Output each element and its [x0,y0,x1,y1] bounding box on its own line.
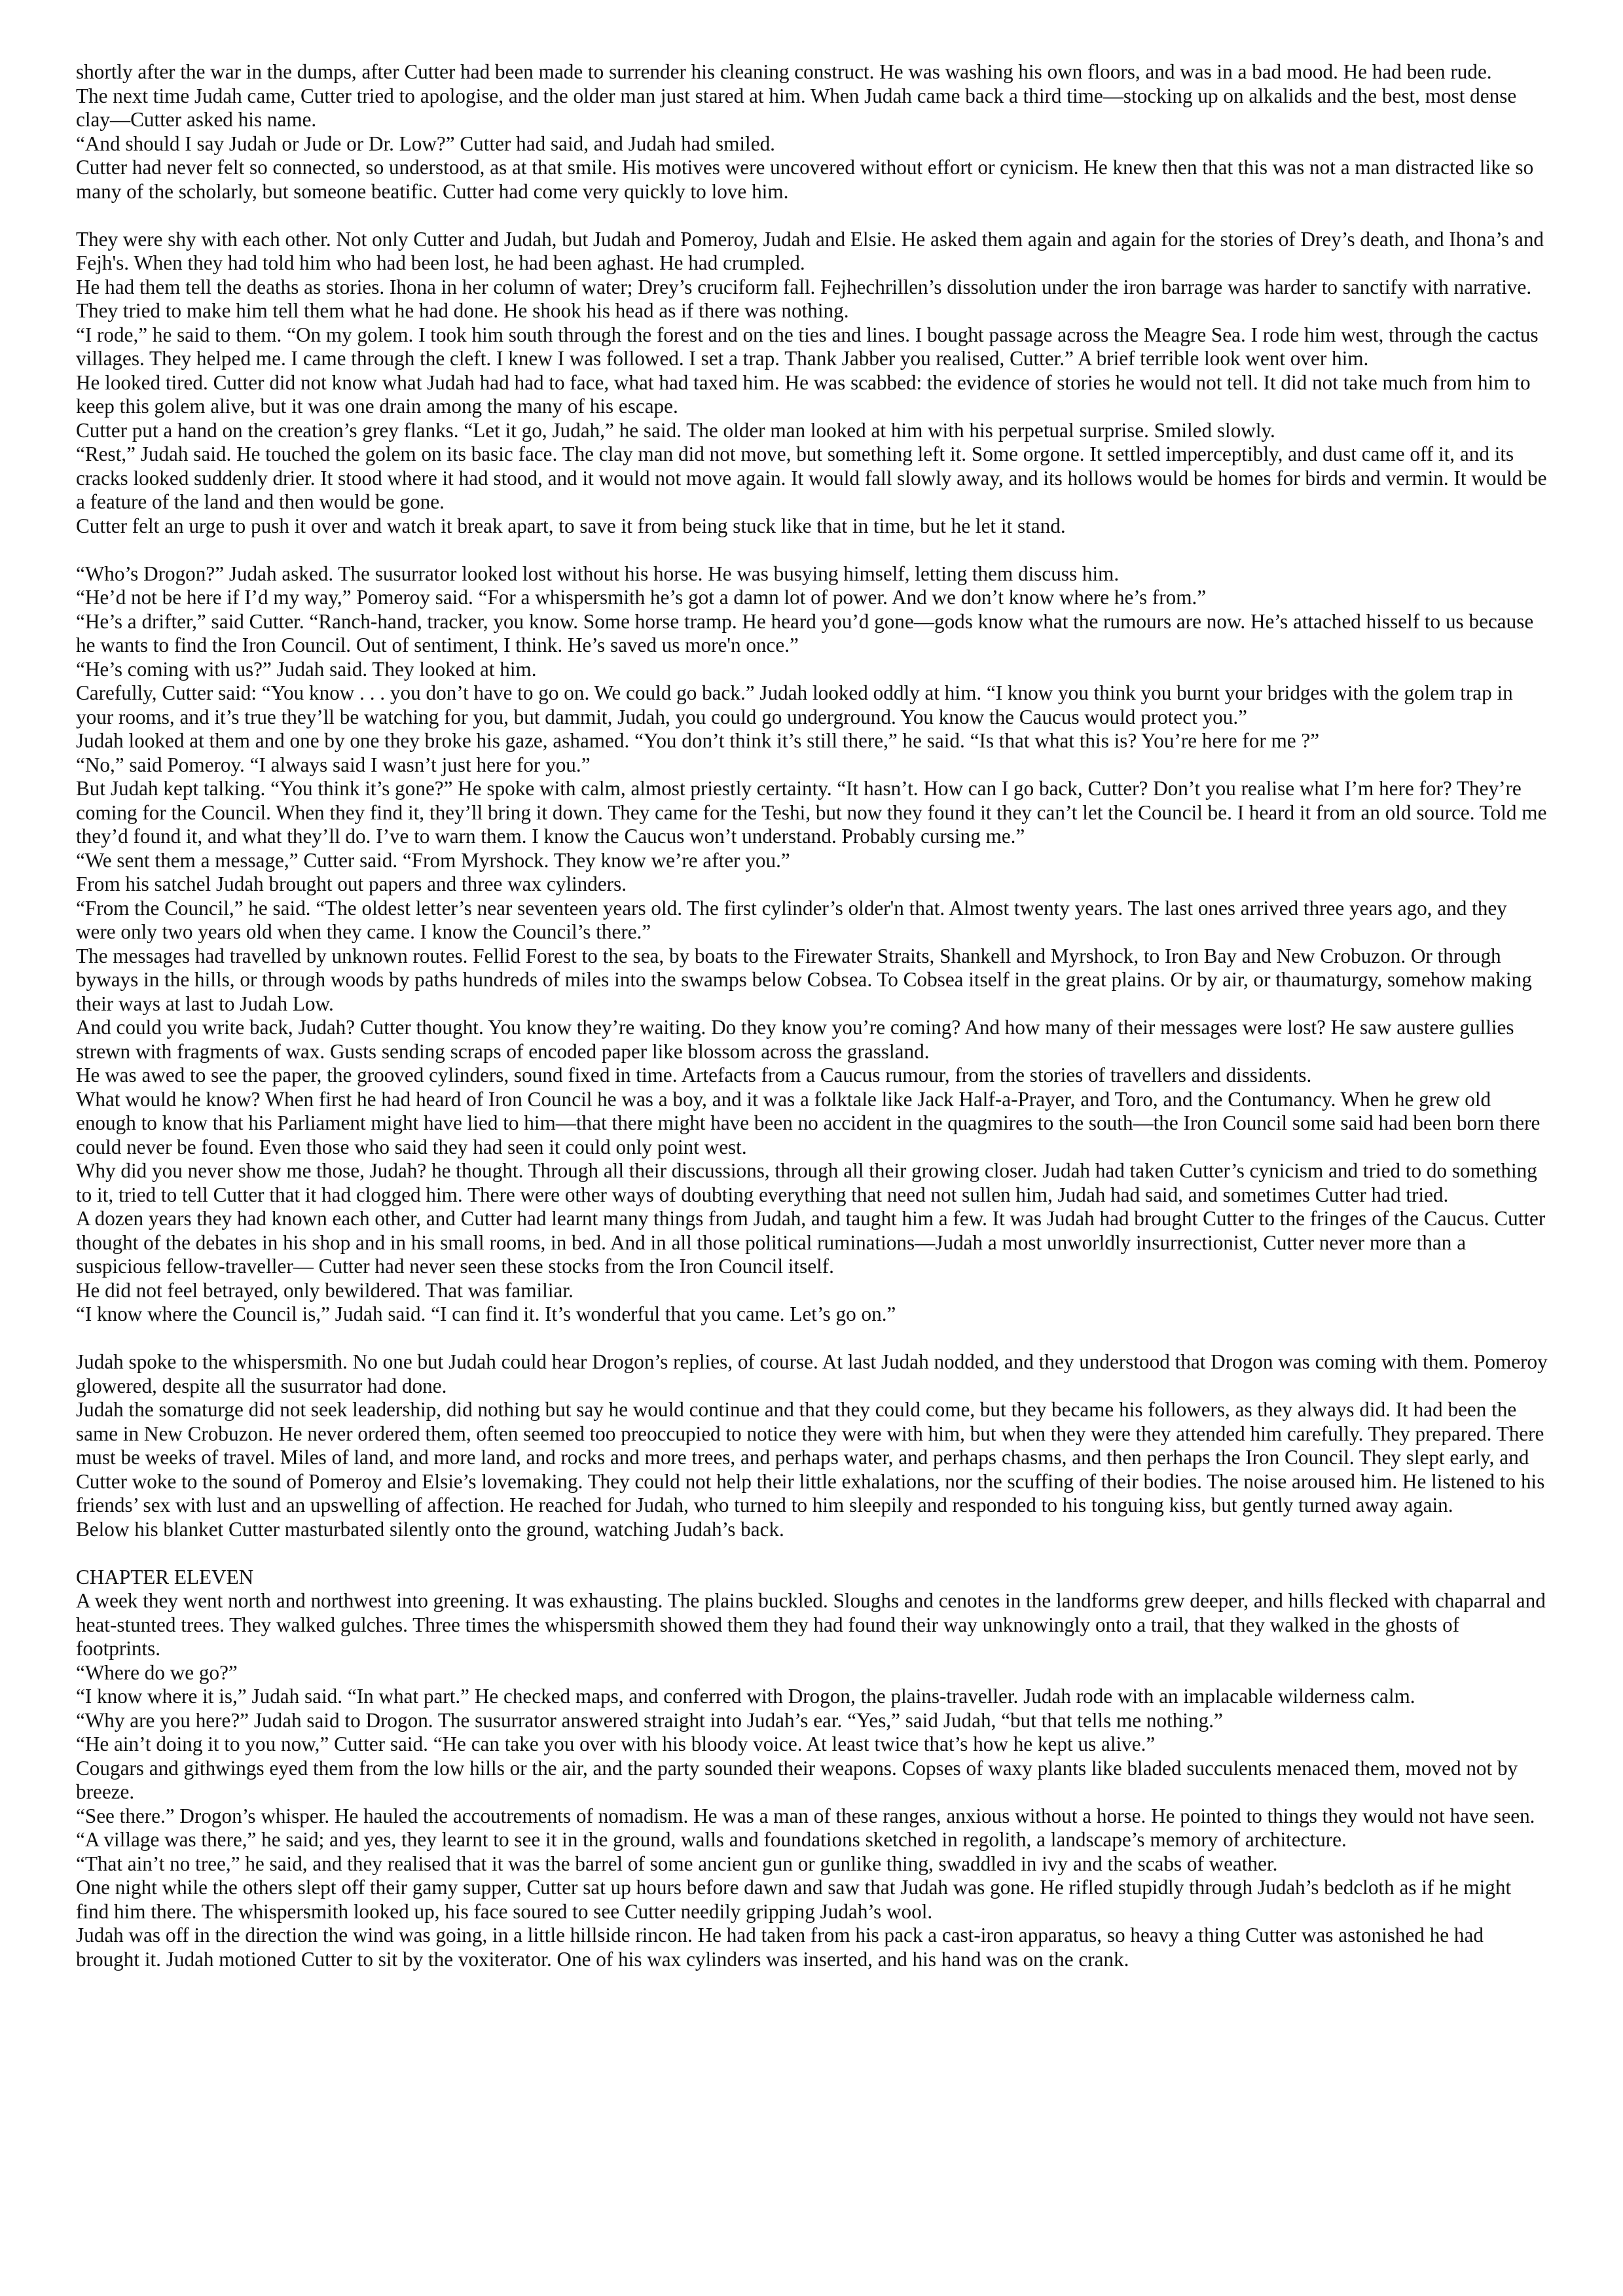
paragraph: Below his blanket Cutter masturbated silently onto the ground, watching Judah’s back. [76,1517,784,1541]
paragraph: “Who’s Drogon?” Judah asked. The susurrator looked lost without his horse. He was busying himself, letting them discuss him. [76,562,1120,585]
paragraph: Carefully, Cutter said: “You know . . . you don’t have to go on. We could go back.” Judah looked oddly at him. “I know you think you burnt your bridges with the golem trap in your rooms, and it’s true they’ll be watching for you, but dammit, Judah, you could go underground. You know the Caucus would protect you.” [76,681,1513,728]
paragraph: He looked tired. Cutter did not know what Judah had had to face, what had taxed him. He was scabbed: the evidence of stories he would not tell. It did not take much from him to keep this golem alive, but it was one drain among the many of his escape. [76,370,1531,418]
paragraph: From his satchel Judah brought out papers and three wax cylinders. [76,872,627,895]
paragraph: “He ain’t doing it to you now,” Cutter said. “He can take you over with his bloody voice. At least twice that’s how he kept us alive.” [76,1732,1156,1755]
paragraph: Judah spoke to the whispersmith. No one but Judah could hear Drogon’s replies, of course. At last Judah nodded, and they understood that Drogon was coming with them. Pomeroy glowered, despite all the susurrator had done. [76,1350,1548,1397]
paragraph: One night while the others slept off their gamy supper, Cutter sat up hours before dawn and saw that Judah was gone. He rifled stupidly through Judah’s bedcloth as if he might find him there. The whispersmith looked up, his face soured to see Cutter needily gripping Judah’s wool. [76,1876,1512,1923]
paragraph: “And should I say Judah or Jude or Dr. Low?” Cutter had said, and Judah had smiled. [76,132,775,155]
section-1 [76,60,1548,204]
chapter-eleven [76,1566,1548,1972]
paragraph: “He’s a drifter,” said Cutter. “Ranch-hand, tracker, you know. Some horse tramp. He heard you’d gone—gods know what the rumours are now. He’s attached hisself to us because he wants to find the Iron Council. Out of sentiment, I think. He’s saved us more'n once.” [76,609,1534,656]
paragraph: Cutter felt an urge to push it over and watch it break apart, to save it from being stuck like that in time, but he let it stand. [76,514,1066,537]
paragraph: They were shy with each other. Not only Cutter and Judah, but Judah and Pomeroy, Judah and Elsie. He asked them again and again for the stories of Drey’s death, and Ihona’s and Fejh's. When they had told him who had been lost, he had been aghast. He had crumpled. [76,227,1544,274]
paragraph: “We sent them a message,” Cutter said. “From Myrshock. They know we’re after you.” [76,848,790,872]
section-break [76,538,1548,562]
paragraph: “Rest,” Judah said. He touched the golem on its basic face. The clay man did not move, but something left it. Some orgone. It settled imperceptibly, and dust came off it, and its cracks looked suddenly drier. It stood where it had stood, and it would not move again. It would fall slowly away, and its hollows would be homes for birds and vermin. It would be a feature of the land and then would be gone. [76,442,1547,513]
paragraph: The next time Judah came, Cutter tried to apologise, and the older man just stared at him. When Judah came back a third time—stocking up on alkalids and the best, most dense clay—Cutter asked his name. [76,84,1517,131]
paragraph: What would he know? When first he had heard of Iron Council he was a boy, and it was a folktale like Jack Half-a-Prayer, and Toro, and the Contumancy. When he grew old enough to know that his Parliament might have lied to him—that there might have been no accident in the quagmires to the south—the Iron Council some said had been born there could never be found. Even those who said they had seen it could only point west. [76,1087,1541,1158]
paragraph: “He’d not be here if I’d my way,” Pomeroy said. “For a whispersmith he’s got a damn lot of power. And we don’t know where he’s from.” [76,586,1207,609]
section-2 [76,228,1548,539]
paragraph: Judah was off in the direction the wind was going, in a little hillside rincon. He had taken from his pack a cast-iron apparatus, so heavy a thing Cutter was astonished he had brought it. Judah motioned Cutter to sit by the voxiterator. One of his wax cylinders was inserted, and his hand was on the crank. [76,1924,1484,1971]
book-page [76,60,1548,1971]
section-break [76,1541,1548,1566]
paragraph: Judah looked at them and one by one they broke his gaze, ashamed. “You don’t think it’s still there,” he said. “Is that what this is? You’re here for me ?” [76,729,1320,752]
paragraph: shortly after the war in the dumps, after Cutter had been made to surrender his cleaning construct. He was washing his own floors, and was in a bad mood. He had been rude. [76,60,1492,83]
paragraph: The messages had travelled by unknown routes. Fellid Forest to the sea, by boats to the Firewater Straits, Shankell and Myrshock, to Iron Bay and New Crobuzon. Or through byways in the hills, or through woods by paths hundreds of miles into the swamps below Cobsea. To Cobsea itself in the great plains. Or by air, or thaumaturgy, somehow making their ways at last to Judah Low. [76,944,1532,1015]
paragraph: “Where do we go?” [76,1660,238,1684]
paragraph: A week they went north and northwest into greening. It was exhausting. The plains buckled. Sloughs and cenotes in the landforms grew deeper, and hills flecked with chaparral and heat-stunted trees. They walked gulches. Three times the whispersmith showed them they had found their way unknowingly onto a trail, that they walked in the ghosts of footprints. [76,1589,1546,1660]
paragraph: Why did you never show me those, Judah? he thought. Through all their discussions, through all their growing closer. Judah had taken Cutter’s cynicism and tried to do something to it, tried to tell Cutter that it had clogged him. There were other ways of doubting everything that need not sullen him, Judah had said, and sometimes Cutter had tried. [76,1159,1537,1206]
paragraph: A dozen years they had known each other, and Cutter had learnt many things from Judah, and taught him a few. It was Judah had brought Cutter to the fringes of the Caucus. Cutter thought of the debates in his shop and in his small rooms, in bed. And in all those political ruminations—Judah a most unworldly insurrectionist, Cutter never more than a suspicious fellow-traveller— Cutter had never seen these stocks from the Iron Council itself. [76,1207,1546,1278]
paragraph: Cougars and githwings eyed them from the low hills or the air, and the party sounded their weapons. Copses of waxy plants like bladed succulents menaced them, moved not by breeze. [76,1756,1518,1803]
paragraph: “I know where the Council is,” Judah said. “I can find it. It’s wonderful that you came. Let’s go on.” [76,1302,896,1325]
section-4 [76,1350,1548,1541]
paragraph: He did not feel betrayed, only bewildered. That was familiar. [76,1278,574,1302]
paragraph: And could you write back, Judah? Cutter thought. You know they’re waiting. Do they know you’re coming? And how many of their messages were lost? He saw austere gullies strewn with fragments of wax. Gusts sending scraps of encoded paper like blossom across the grassland. [76,1016,1514,1063]
paragraph: “See there.” Drogon’s whisper. He hauled the accoutrements of nomadism. He was a man of these ranges, anxious without a horse. He pointed to things they would not have seen. “A village was there,” he said; and yes, they learnt to see it in the ground, walls and foundations sketched in regolith, a landscape’s memory of architecture. [76,1804,1535,1851]
section-break [76,1327,1548,1351]
paragraph: They tried to make him tell them what he had done. He shook his head as if there was nothing. [76,299,849,322]
paragraph: But Judah kept talking. “You think it’s gone?” He spoke with calm, almost priestly certainty. “It hasn’t. How can I go back, Cutter? Don’t you realise what I’m here for? They’re coming for the Council. When they find it, they’ll bring it down. They came for the Teshi, but now they found it they can’t let the Council be. I heard it from an old source. Told me they’d found it, and what they’ll do. I’ve to warn them. I know the Caucus won’t understand. Probably cursing me.” [76,777,1547,848]
paragraph: “That ain’t no tree,” he said, and they realised that it was the barrel of some ancient gun or gunlike thing, swaddled in ivy and the scabs of weather. [76,1852,1278,1875]
paragraph: “Why are you here?” Judah said to Drogon. The susurrator answered straight into Judah’s ear. “Yes,” said Judah, “but that tells me nothing.” [76,1708,1223,1732]
paragraph: Cutter had never felt so connected, so understood, as at that smile. His motives were uncovered without effort or cynicism. He knew then that this was not a man distracted like so many of the scholarly, but someone beatific. Cutter had come very quickly to love him. [76,156,1534,203]
paragraph: “No,” said Pomeroy. “I always said I wasn’t just here for you.” [76,753,591,776]
paragraph: “I know where it is,” Judah said. “In what part.” He checked maps, and conferred with Drogon, the plains-traveller. Judah rode with an implacable wilderness calm. [76,1685,1415,1708]
section-3 [76,562,1548,1327]
paragraph: Cutter put a hand on the creation’s grey flanks. “Let it go, Judah,” he said. The older man looked at him with his perpetual surprise. Smiled slowly. [76,418,1275,442]
paragraph: “From the Council,” he said. “The oldest letter’s near seventeen years old. The first cylinder’s older'n that. Almost twenty years. The last ones arrived three years ago, and they were only two years old when they came. I know the Council’s there.” [76,896,1507,943]
chapter-heading: CHAPTER ELEVEN [76,1565,254,1588]
paragraph: Judah the somaturge did not seek leadership, did nothing but say he would continue and that they could come, but they became his followers, as they always did. It had been the same in New Crobuzon. He never ordered them, often seemed too preoccupied to notice they were with him, but when they were they attended him carefully. They prepared. There must be weeks of travel. Miles of land, and more land, and rocks and more trees, and perhaps water, and perhaps chasms, and then perhaps the Iron Council. They slept early, and Cutter woke to the sound of Pomeroy and Elsie’s lovemaking. They could not help their little exhalations, nor the scuffing of their bodies. The noise aroused him. He listened to his friends’ sex with lust and an upswelling of affection. He reached for Judah, who turned to him sleepily and responded to his tonguing kiss, but gently turned away again. [76,1398,1545,1516]
paragraph: “He’s coming with us?” Judah said. They looked at him. [76,657,537,681]
paragraph: “I rode,” he said to them. “On my golem. I took him south through the forest and on the ties and lines. I bought passage across the Meagre Sea. I rode him west, through the cactus villages. They helped me. I came through the cleft. I knew I was followed. I set a trap. Thank Jabber you realised, Cutter.” A brief terrible look went over him. [76,323,1539,370]
section-break [76,204,1548,228]
paragraph: He was awed to see the paper, the grooved cylinders, sound fixed in time. Artefacts from a Caucus rumour, from the stories of travellers and dissidents. [76,1064,1312,1086]
paragraph: He had them tell the deaths as stories. Ihona in her column of water; Drey’s cruciform fall. Fejhechrillen’s dissolution under the iron barrage was harder to sanctify with narrative. [76,275,1532,298]
